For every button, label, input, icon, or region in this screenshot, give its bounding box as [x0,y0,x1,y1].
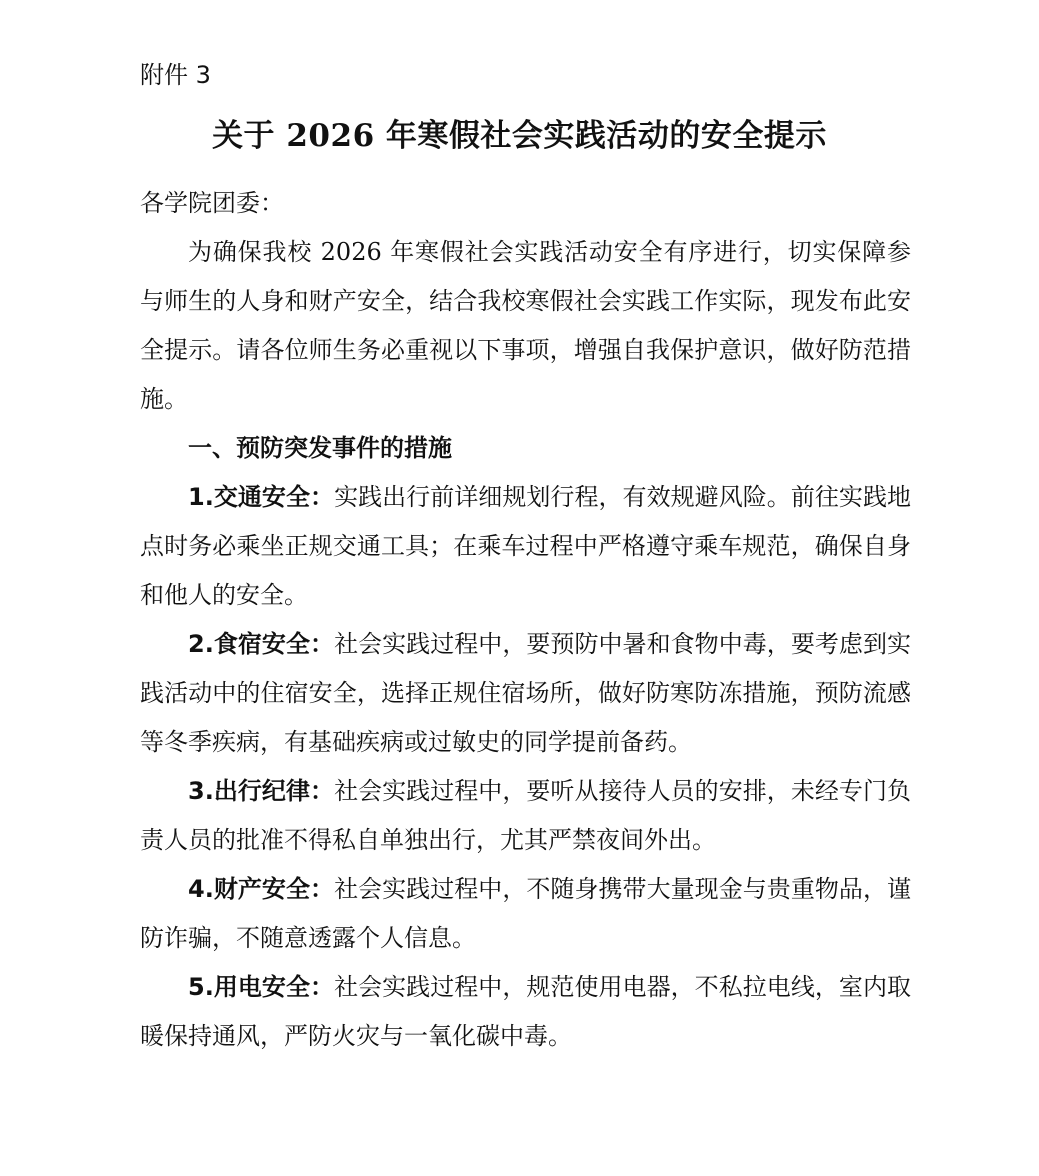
item-label: 3.出行纪律： [188,777,335,805]
item-paragraph [140,865,911,963]
item-paragraph [140,767,911,865]
item-paragraph [140,620,911,767]
document-body [140,228,911,1061]
item-text: 社会实践过程中，要听从接待人员的安排，未经专门负责人员的批准不得私自单独出行，尤其严禁夜间外出。 [140,777,911,854]
item-label: 2.食宿安全： [188,630,335,658]
attachment-label: 附件 3 [140,61,211,89]
salutation: 各学院团委： [140,189,284,217]
item-text: 社会实践过程中，不随身携带大量现金与贵重物品，谨防诈骗，不随意透露个人信息。 [140,875,911,952]
item-text: 实践出行前详细规划行程，有效规避风险。前往实践地点时务必乘坐正规交通工具；在乘车过程中严格遵守乘车规范，确保自身和他人的安全。 [140,483,911,609]
document-title: 关于 2026 年寒假社会实践活动的安全提示 [212,118,827,154]
item-label: 5.用电安全： [188,973,335,1001]
item-text: 社会实践过程中，规范使用电器，不私拉电线，室内取暖保持通风，严防火灾与一氧化碳中毒。 [140,973,911,1050]
item-label: 1.交通安全： [188,483,335,511]
item-text: 社会实践过程中，要预防中暑和食物中毒，要考虑到实践活动中的住宿安全，选择正规住宿场所，做好防寒防冻措施，预防流感等冬季疾病，有基础疾病或过敏史的同学提前备药。 [140,630,911,756]
item-paragraph [140,473,911,620]
section-heading: 一、预防突发事件的措施 [188,434,452,462]
item-paragraph [140,963,911,1061]
intro-paragraph: 为确保我校 2026 年寒假社会实践活动安全有序进行，切实保障参与师生的人身和财产安全，结合我校寒假社会实践工作实际，现发布此安全提示。请各位师生务必重视以下事项，增强自我保护意识，做好防范措施。 [140,238,911,413]
item-label: 4.财产安全： [188,875,335,903]
